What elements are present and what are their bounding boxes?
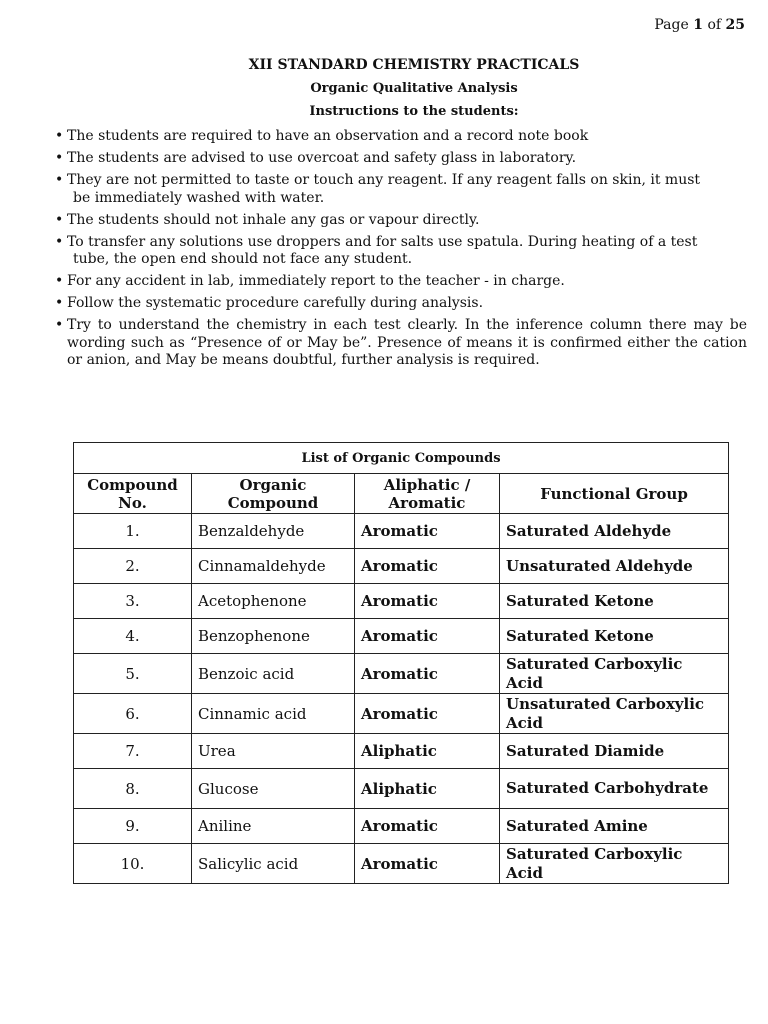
compound-type: Aromatic <box>355 654 500 694</box>
instruction-text: Try to understand the chemistry in each test clearly. In the inference column there may be wording such as “Presence of or May be”. Presence of means it is confirmed either the cation or anion, and May be means doubtful, further analysis is required. <box>67 317 747 368</box>
compound-type: Aromatic <box>355 809 500 844</box>
compound-name: Cinnamaldehyde <box>192 549 355 584</box>
compound-number: 9. <box>74 809 192 844</box>
page-prefix: Page <box>654 17 689 33</box>
page-indicator <box>654 17 745 33</box>
compound-number: 10. <box>74 844 192 884</box>
instruction-item <box>55 172 747 207</box>
instruction-item <box>55 273 747 291</box>
compound-name: Benzoic acid <box>192 654 355 694</box>
instruction-item <box>55 212 747 230</box>
functional-group: Saturated Amine <box>500 809 729 844</box>
compound-number: 3. <box>74 584 192 619</box>
compound-name: Benzaldehyde <box>192 514 355 549</box>
header-functional-group: Functional Group <box>500 474 729 514</box>
instruction-item <box>55 234 747 269</box>
instruction-text-continued: be immediately washed with water. <box>73 189 325 206</box>
instruction-text-continued: tube, the open end should not face any student. <box>73 251 413 267</box>
table-row <box>74 844 729 884</box>
compound-type: Aromatic <box>355 514 500 549</box>
instruction-text: For any accident in lab, immediately report to the teacher - in charge. <box>67 273 565 289</box>
total-pages-number: 25 <box>725 17 745 33</box>
header-organic-compound: Organic Compound <box>192 474 355 514</box>
compound-type: Aliphatic <box>355 769 500 809</box>
instruction-text: Follow the systematic procedure carefully during analysis. <box>67 295 484 311</box>
table-row <box>74 809 729 844</box>
instruction-text: They are not permitted to taste or touch any reagent. If any reagent falls on skin, it must <box>67 172 701 188</box>
table-row <box>74 619 729 654</box>
instruction-text: The students are advised to use overcoat and safety glass in laboratory. <box>67 150 577 166</box>
document-subtitle: Organic Qualitative Analysis <box>310 81 518 96</box>
instructions-heading: Instructions to the students: <box>309 104 519 119</box>
table-row <box>74 694 729 734</box>
functional-group: Saturated Ketone <box>500 619 729 654</box>
compound-number: 1. <box>74 514 192 549</box>
instruction-text: The students are required to have an observation and a record note book <box>67 128 589 144</box>
instruction-text: The students should not inhale any gas or vapour directly. <box>67 211 480 228</box>
functional-group: Unsaturated Aldehyde <box>500 549 729 584</box>
compound-type: Aromatic <box>355 619 500 654</box>
compound-name: Cinnamic acid <box>192 694 355 734</box>
compound-number: 2. <box>74 549 192 584</box>
header-compound-no: Compound No. <box>74 474 192 514</box>
instruction-item <box>55 317 747 370</box>
document-title: XII STANDARD CHEMISTRY PRACTICALS <box>248 57 580 73</box>
compound-name: Urea <box>192 734 355 769</box>
compound-number: 7. <box>74 734 192 769</box>
instruction-item <box>55 150 747 168</box>
current-page-number: 1 <box>693 17 703 33</box>
table-row <box>74 514 729 549</box>
compound-name: Benzophenone <box>192 619 355 654</box>
functional-group: Saturated Carbohydrate <box>500 769 729 809</box>
compound-type: Aromatic <box>355 844 500 884</box>
compound-type: Aromatic <box>355 694 500 734</box>
table-caption: List of Organic Compounds <box>74 443 729 474</box>
table-row <box>74 549 729 584</box>
compound-type: Aromatic <box>355 584 500 619</box>
instruction-item <box>55 295 747 313</box>
functional-group: Saturated Carboxylic Acid <box>500 654 729 694</box>
compound-name: Salicylic acid <box>192 844 355 884</box>
table-row <box>74 584 729 619</box>
instructions-list <box>55 128 747 374</box>
table-row <box>74 769 729 809</box>
table-row <box>74 654 729 694</box>
compound-type: Aliphatic <box>355 734 500 769</box>
compound-number: 4. <box>74 619 192 654</box>
page-of: of <box>707 17 722 33</box>
compound-number: 8. <box>74 769 192 809</box>
compound-type: Aromatic <box>355 549 500 584</box>
functional-group: Saturated Carboxylic Acid <box>500 844 729 884</box>
instruction-item <box>55 128 747 146</box>
functional-group: Saturated Aldehyde <box>500 514 729 549</box>
compound-number: 5. <box>74 654 192 694</box>
organic-compounds-table <box>73 442 729 884</box>
table-row <box>74 734 729 769</box>
functional-group: Unsaturated Carboxylic Acid <box>500 694 729 734</box>
compound-name: Glucose <box>192 769 355 809</box>
instruction-text: To transfer any solutions use droppers and for salts use spatula. During heating of a test <box>67 233 698 250</box>
functional-group: Saturated Diamide <box>500 734 729 769</box>
compound-name: Aniline <box>192 809 355 844</box>
functional-group: Saturated Ketone <box>500 584 729 619</box>
header-aliphatic-aromatic: Aliphatic / Aromatic <box>355 474 500 514</box>
compound-number: 6. <box>74 694 192 734</box>
compound-name: Acetophenone <box>192 584 355 619</box>
